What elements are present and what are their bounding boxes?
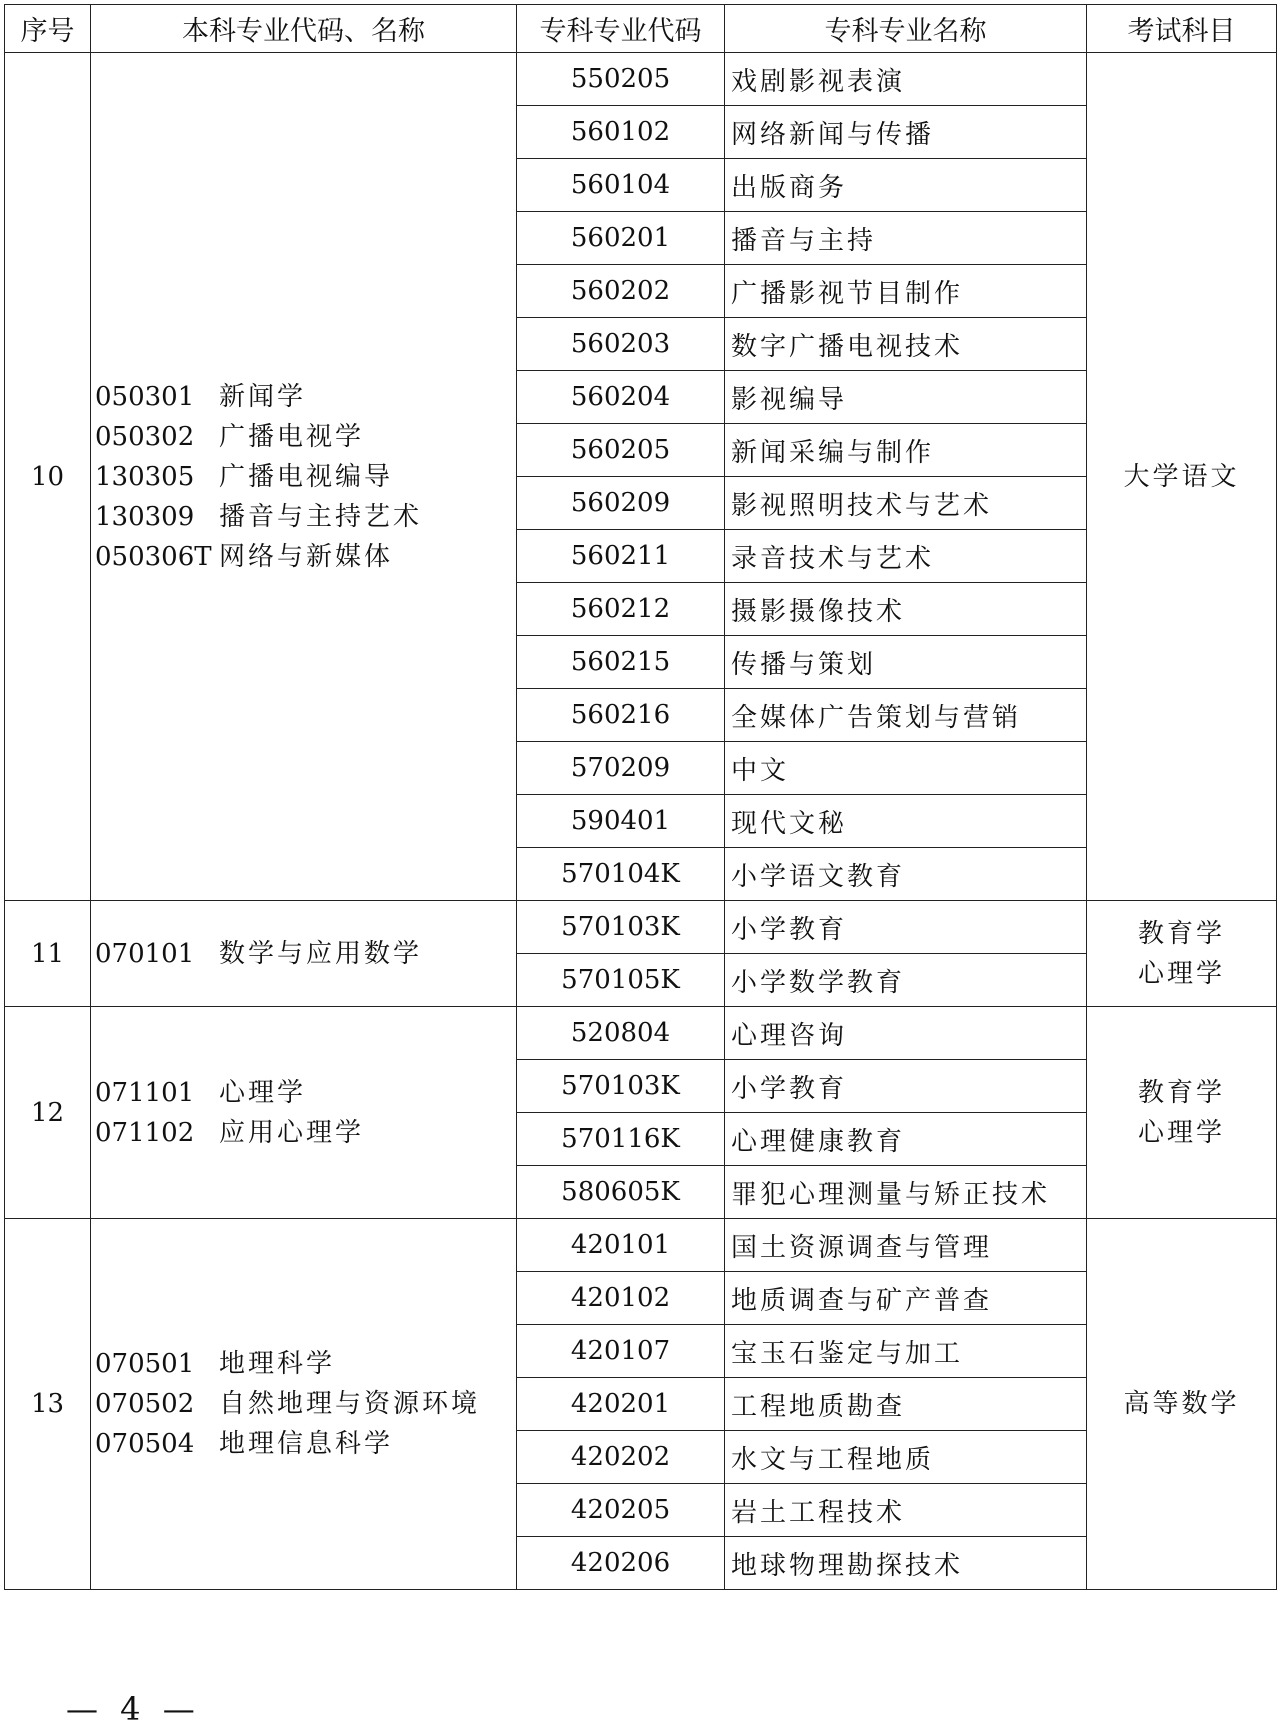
undergrad-code: 130309 <box>95 501 195 532</box>
junior-code: 560204 <box>517 371 725 424</box>
junior-code: 420101 <box>517 1219 725 1272</box>
junior-code: 560202 <box>517 265 725 318</box>
undergrad-majors <box>91 1007 517 1219</box>
majors-table <box>4 4 1277 1590</box>
junior-code: 570103K <box>517 901 725 954</box>
junior-name: 宝玉石鉴定与加工 <box>725 1325 1087 1378</box>
junior-name: 影视编导 <box>725 371 1087 424</box>
undergrad-name: 地理科学 <box>219 1349 336 1379</box>
header-row <box>5 5 1277 53</box>
junior-name: 播音与主持 <box>725 212 1087 265</box>
junior-code: 560102 <box>517 106 725 159</box>
junior-code: 560209 <box>517 477 725 530</box>
undergrad-code: 070501 <box>95 1349 195 1379</box>
junior-code: 570209 <box>517 742 725 795</box>
undergrad-name: 播音与主持艺术 <box>219 501 423 532</box>
exam-subject: 高等数学 <box>1123 1389 1240 1419</box>
junior-code: 420206 <box>517 1537 725 1590</box>
junior-name: 录音技术与艺术 <box>725 530 1087 583</box>
junior-code: 560104 <box>517 159 725 212</box>
junior-name: 数字广播电视技术 <box>725 318 1087 371</box>
junior-code: 420107 <box>517 1325 725 1378</box>
undergrad-major <box>95 417 516 457</box>
undergrad-majors <box>91 53 517 901</box>
junior-code: 580605K <box>517 1166 725 1219</box>
junior-code: 560205 <box>517 424 725 477</box>
undergrad-name: 网络与新媒体 <box>219 541 394 572</box>
table-row <box>5 53 1277 106</box>
exam-subjects <box>1087 53 1277 901</box>
undergrad-name: 地理信息科学 <box>219 1429 394 1459</box>
undergrad-name: 新闻学 <box>219 381 307 412</box>
junior-name: 戏剧影视表演 <box>725 53 1087 106</box>
exam-subjects <box>1087 1007 1277 1219</box>
junior-name: 罪犯心理测量与矫正技术 <box>725 1166 1087 1219</box>
undergrad-code: 130305 <box>95 461 195 492</box>
table-body <box>5 53 1277 1590</box>
table-row <box>5 1007 1277 1060</box>
junior-name: 传播与策划 <box>725 636 1087 689</box>
junior-name: 小学语文教育 <box>725 848 1087 901</box>
undergrad-name: 广播电视编导 <box>219 461 394 492</box>
junior-code: 570105K <box>517 954 725 1007</box>
undergrad-name: 心理学 <box>219 1077 307 1108</box>
junior-code: 420202 <box>517 1431 725 1484</box>
undergrad-code: 071102 <box>95 1117 195 1148</box>
undergrad-code: 070502 <box>95 1389 195 1419</box>
undergrad-major <box>95 377 516 417</box>
undergrad-major <box>95 1384 516 1424</box>
undergrad-name: 自然地理与资源环境 <box>219 1389 481 1419</box>
junior-code: 560215 <box>517 636 725 689</box>
undergrad-name: 数学与应用数学 <box>219 938 423 969</box>
junior-name: 全媒体广告策划与营销 <box>725 689 1087 742</box>
junior-name: 网络新闻与传播 <box>725 106 1087 159</box>
undergrad-code: 070504 <box>95 1429 195 1459</box>
undergrad-majors <box>91 901 517 1007</box>
junior-name: 广播影视节目制作 <box>725 265 1087 318</box>
junior-code: 590401 <box>517 795 725 848</box>
page-number: — 4 — <box>66 1690 201 1728</box>
exam-subjects <box>1087 1219 1277 1590</box>
junior-name: 摄影摄像技术 <box>725 583 1087 636</box>
undergrad-majors <box>91 1219 517 1590</box>
group-seq: 12 <box>5 1007 91 1219</box>
exam-subject: 大学语文 <box>1123 461 1240 492</box>
junior-name: 出版商务 <box>725 159 1087 212</box>
undergrad-code: 050302 <box>95 421 195 452</box>
undergrad-major <box>95 1113 516 1153</box>
exam-subject: 心理学 <box>1137 958 1225 989</box>
undergrad-code: 071101 <box>95 1077 195 1108</box>
junior-name: 影视照明技术与艺术 <box>725 477 1087 530</box>
junior-code: 550205 <box>517 53 725 106</box>
junior-code: 520804 <box>517 1007 725 1060</box>
junior-code: 420201 <box>517 1378 725 1431</box>
undergrad-major <box>95 1424 516 1464</box>
exam-subject: 心理学 <box>1137 1117 1225 1148</box>
junior-name: 心理健康教育 <box>725 1113 1087 1166</box>
junior-code: 560201 <box>517 212 725 265</box>
undergrad-major <box>95 1344 516 1384</box>
junior-name: 地球物理勘探技术 <box>725 1537 1087 1590</box>
junior-name: 中文 <box>725 742 1087 795</box>
junior-code: 570116K <box>517 1113 725 1166</box>
table-row <box>5 1219 1277 1272</box>
junior-name: 小学教育 <box>725 1060 1087 1113</box>
undergrad-code: 050306T <box>95 541 212 572</box>
undergrad-code: 070101 <box>95 938 195 969</box>
header-junior-code: 专科专业代码 <box>517 5 725 53</box>
undergrad-major <box>95 457 516 497</box>
undergrad-code: 050301 <box>95 381 195 412</box>
header-seq: 序号 <box>5 5 91 53</box>
junior-code: 560216 <box>517 689 725 742</box>
junior-name: 国土资源调查与管理 <box>725 1219 1087 1272</box>
junior-code: 420205 <box>517 1484 725 1537</box>
undergrad-major <box>95 1073 516 1113</box>
junior-name: 小学数学教育 <box>725 954 1087 1007</box>
exam-subject: 教育学 <box>1137 918 1225 949</box>
junior-name: 心理咨询 <box>725 1007 1087 1060</box>
exam-subjects <box>1087 901 1277 1007</box>
junior-name: 岩土工程技术 <box>725 1484 1087 1537</box>
junior-name: 小学教育 <box>725 901 1087 954</box>
junior-code: 560212 <box>517 583 725 636</box>
group-seq: 10 <box>5 53 91 901</box>
undergrad-name: 应用心理学 <box>219 1117 365 1148</box>
junior-name: 工程地质勘查 <box>725 1378 1087 1431</box>
header-junior-name: 专科专业名称 <box>725 5 1087 53</box>
group-seq: 11 <box>5 901 91 1007</box>
junior-code: 560203 <box>517 318 725 371</box>
group-seq: 13 <box>5 1219 91 1590</box>
exam-subject: 教育学 <box>1137 1077 1225 1108</box>
undergrad-name: 广播电视学 <box>219 421 365 452</box>
junior-name: 地质调查与矿产普查 <box>725 1272 1087 1325</box>
junior-code: 560211 <box>517 530 725 583</box>
junior-code: 570104K <box>517 848 725 901</box>
header-undergrad: 本科专业代码、名称 <box>91 5 517 53</box>
junior-name: 现代文秘 <box>725 795 1087 848</box>
junior-name: 水文与工程地质 <box>725 1431 1087 1484</box>
junior-code: 420102 <box>517 1272 725 1325</box>
table-row <box>5 901 1277 954</box>
undergrad-major <box>95 934 516 974</box>
junior-code: 570103K <box>517 1060 725 1113</box>
header-exam: 考试科目 <box>1087 5 1277 53</box>
undergrad-major <box>95 497 516 537</box>
undergrad-major <box>95 537 516 577</box>
junior-name: 新闻采编与制作 <box>725 424 1087 477</box>
